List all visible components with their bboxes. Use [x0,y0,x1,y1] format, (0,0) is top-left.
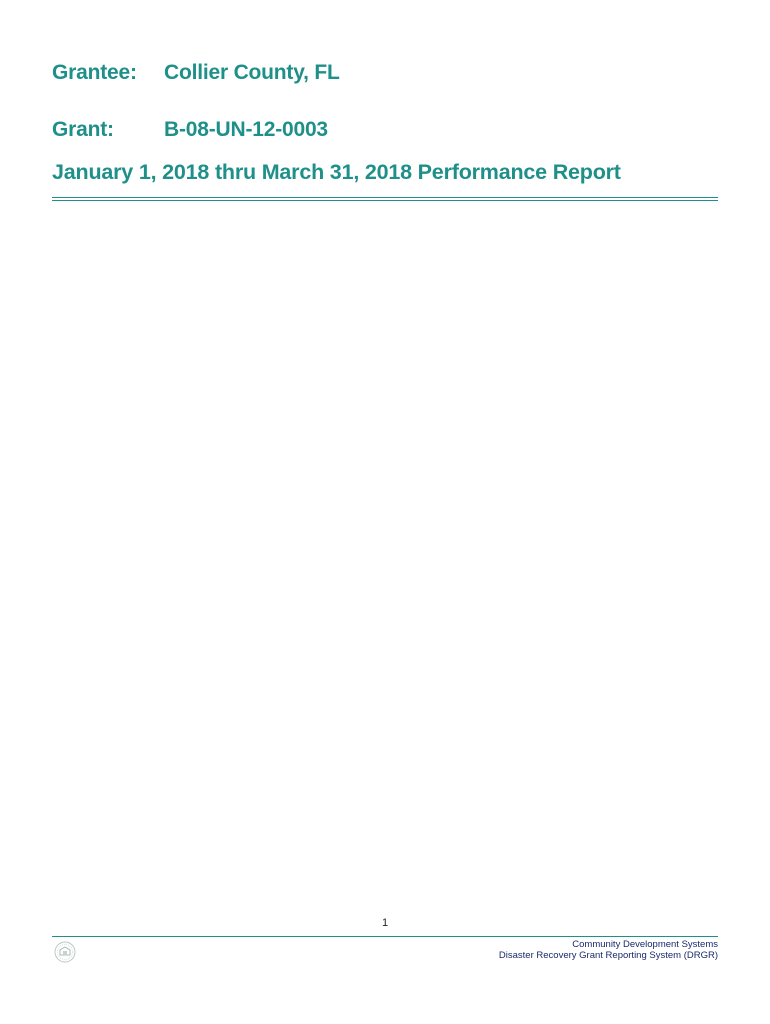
grant-row [52,118,328,142]
footer-divider [52,936,718,937]
grant-label: Grant: [52,118,114,141]
grant-value: B-08-UN-12-0003 [164,118,328,141]
grantee-label: Grantee: [52,61,137,84]
header-divider-secondary [52,200,718,201]
footer-text-block [499,939,718,961]
footer-line-2: Disaster Recovery Grant Reporting System (DRGR) [498,950,718,961]
grantee-row [52,61,340,85]
page-number: 1 [381,917,389,929]
footer-line-1: Community Development Systems [572,939,718,950]
report-title: January 1, 2018 thru March 31, 2018 Performance Report [52,160,621,184]
hud-seal-icon [54,941,76,963]
header-divider [52,197,718,198]
grantee-value: Collier County, FL [164,61,340,84]
